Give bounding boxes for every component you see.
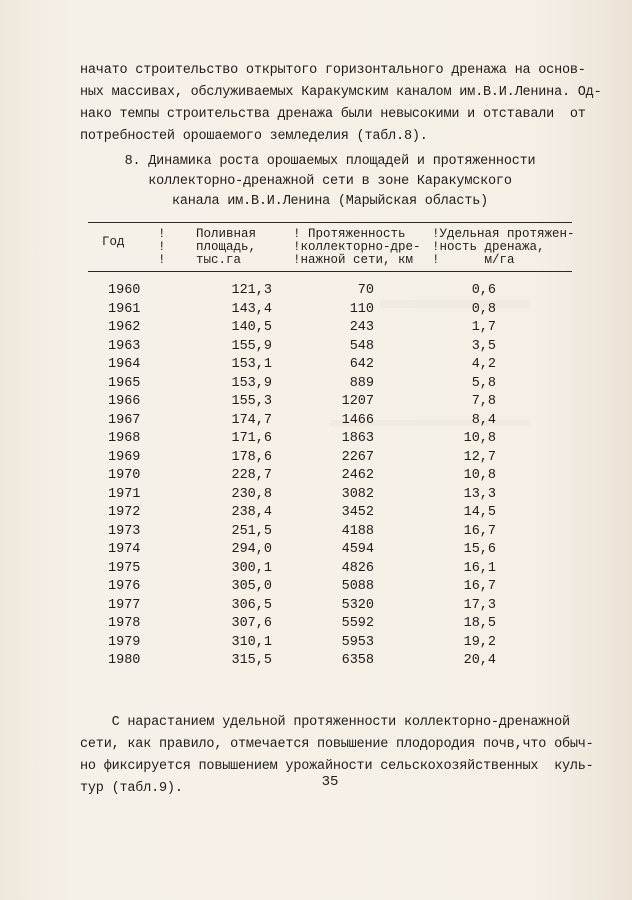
table-row — [0, 468, 632, 487]
cell-area: 300,1 — [231, 560, 272, 576]
cell-length: 3082 — [341, 486, 374, 502]
cell-area: 306,5 — [231, 597, 272, 613]
table-row — [0, 394, 632, 413]
cell-year: 1973 — [108, 523, 141, 539]
cell-specific: 0,6 — [471, 283, 496, 298]
caption-line: 8. Динамика роста орошаемых площадей и протяженности — [124, 154, 536, 169]
paragraph-top — [80, 60, 602, 148]
cell-year: 1970 — [108, 468, 141, 483]
cell-specific: 16,7 — [463, 579, 496, 594]
cell-length: 889 — [349, 375, 374, 391]
cell-specific: 7,8 — [471, 394, 496, 409]
text-line: потребностей орошаемого земледелия (табл.8). — [80, 129, 428, 144]
cell-specific: 8,4 — [471, 412, 496, 428]
cell-year: 1972 — [108, 505, 141, 520]
table-row — [0, 561, 632, 580]
table-body — [0, 283, 632, 672]
table-top-rule — [88, 222, 572, 223]
header-year: Год — [102, 235, 125, 249]
cell-length: 5088 — [341, 579, 374, 594]
table-row — [0, 524, 632, 543]
cell-specific: 10,8 — [463, 431, 496, 446]
table-row — [0, 413, 632, 432]
table-row — [0, 283, 632, 302]
cell-year: 1967 — [108, 412, 141, 428]
cell-specific: 16,7 — [463, 523, 496, 539]
cell-length: 2267 — [341, 449, 374, 465]
cell-specific: 4,2 — [471, 357, 496, 372]
table-header-rule — [88, 271, 572, 272]
cell-length: 6358 — [341, 653, 374, 668]
cell-year: 1962 — [108, 320, 141, 335]
table-row — [0, 542, 632, 561]
cell-specific: 20,4 — [463, 653, 496, 668]
cell-area: 140,5 — [231, 320, 272, 335]
cell-year: 1976 — [108, 579, 141, 594]
table-row — [0, 505, 632, 524]
cell-year: 1960 — [108, 283, 141, 298]
cell-year: 1980 — [108, 653, 141, 668]
header-specific-length: !Удельная протяжен- !ность дренажа, ! м/га — [432, 227, 575, 267]
cell-year: 1974 — [108, 542, 141, 557]
cell-specific: 3,5 — [471, 338, 496, 354]
header-separator: ! ! ! — [158, 227, 166, 267]
cell-specific: 13,3 — [463, 486, 496, 502]
table-row — [0, 487, 632, 506]
table-row — [0, 579, 632, 598]
cell-area: 307,6 — [231, 616, 272, 631]
table-row — [0, 302, 632, 321]
cell-area: 228,7 — [231, 468, 272, 483]
cell-specific: 15,6 — [463, 542, 496, 557]
header-drainage-length: ! Протяженность !коллекторно-дре- !нажной сети, км — [293, 227, 421, 267]
cell-area: 155,3 — [231, 394, 272, 409]
table-row — [0, 450, 632, 469]
table-row — [0, 431, 632, 450]
cell-area: 294,0 — [231, 542, 272, 557]
header-irrigated-area: Поливная площадь, тыс.га — [196, 227, 257, 267]
cell-year: 1971 — [108, 486, 141, 502]
cell-year: 1978 — [108, 616, 141, 631]
cell-year: 1964 — [108, 357, 141, 372]
cell-length: 4188 — [341, 523, 374, 539]
cell-specific: 17,3 — [463, 597, 496, 613]
cell-area: 178,6 — [231, 449, 272, 465]
cell-length: 1466 — [341, 412, 374, 428]
text-line: сети, как правило, отмечается повышение плодородия почв,что обыч- — [80, 737, 594, 752]
cell-area: 238,4 — [231, 505, 272, 520]
cell-area: 155,9 — [231, 338, 272, 354]
cell-year: 1963 — [108, 338, 141, 354]
table-row — [0, 635, 632, 654]
cell-specific: 16,1 — [463, 560, 496, 576]
cell-length: 243 — [349, 320, 374, 335]
caption-line: канала им.В.И.Ленина (Марыйская область) — [171, 194, 489, 209]
cell-specific: 12,7 — [463, 449, 496, 465]
table-row — [0, 653, 632, 672]
cell-specific: 0,8 — [471, 301, 496, 317]
cell-year: 1968 — [108, 431, 141, 446]
cell-specific: 10,8 — [463, 468, 496, 483]
cell-area: 230,8 — [231, 486, 272, 502]
cell-area: 305,0 — [231, 579, 272, 594]
cell-area: 143,4 — [231, 301, 272, 317]
cell-specific: 14,5 — [463, 505, 496, 520]
cell-length: 110 — [349, 301, 374, 317]
cell-area: 310,1 — [231, 634, 272, 650]
table-row — [0, 320, 632, 339]
text-line: тур (табл.9). — [80, 781, 183, 796]
text-line: нако темпы строительства дренажа были невысокими и отставали от — [80, 107, 586, 122]
table-row — [0, 339, 632, 358]
cell-length: 548 — [349, 338, 374, 354]
cell-length: 4826 — [341, 560, 374, 576]
text-line: С нарастанием удельной протяженности коллекторно-дренажной — [80, 715, 570, 730]
table-row — [0, 357, 632, 376]
cell-length: 5592 — [341, 616, 374, 631]
cell-specific: 1,7 — [471, 320, 496, 335]
text-line: ных массивах, обслуживаемых Каракумским каналом им.В.И.Ленина. Од- — [80, 85, 602, 100]
cell-area: 153,1 — [231, 357, 272, 372]
cell-area: 174,7 — [231, 412, 272, 428]
caption-line: коллекторно-дренажной сети в зоне Каракумского — [148, 174, 512, 189]
cell-specific: 5,8 — [471, 375, 496, 391]
cell-length: 3452 — [341, 505, 374, 520]
cell-year: 1965 — [108, 375, 141, 391]
text-line: но фиксируется повышением урожайности сельскохозяйственных куль- — [80, 759, 594, 774]
cell-area: 171,6 — [231, 431, 272, 446]
text-line: начато строительство открытого горизонтального дренажа на основ- — [80, 63, 586, 78]
cell-year: 1975 — [108, 560, 141, 576]
cell-area: 121,3 — [231, 283, 272, 298]
table-row — [0, 616, 632, 635]
cell-area: 251,5 — [231, 523, 272, 539]
cell-length: 5320 — [341, 597, 374, 613]
cell-length: 2462 — [341, 468, 374, 483]
cell-year: 1977 — [108, 597, 141, 613]
cell-specific: 18,5 — [463, 616, 496, 631]
cell-year: 1969 — [108, 449, 141, 465]
cell-area: 153,9 — [231, 375, 272, 391]
table-row — [0, 376, 632, 395]
cell-length: 5953 — [341, 634, 374, 650]
cell-length: 4594 — [341, 542, 374, 557]
cell-year: 1966 — [108, 394, 141, 409]
cell-specific: 19,2 — [463, 634, 496, 650]
cell-length: 1207 — [341, 394, 374, 409]
page-number: 35 — [321, 774, 339, 790]
table-row — [0, 598, 632, 617]
cell-year: 1961 — [108, 301, 141, 317]
cell-area: 315,5 — [231, 653, 272, 668]
table-caption — [80, 152, 580, 212]
cell-length: 70 — [357, 283, 374, 298]
cell-year: 1979 — [108, 634, 141, 650]
cell-length: 1863 — [341, 431, 374, 446]
cell-length: 642 — [349, 357, 374, 372]
